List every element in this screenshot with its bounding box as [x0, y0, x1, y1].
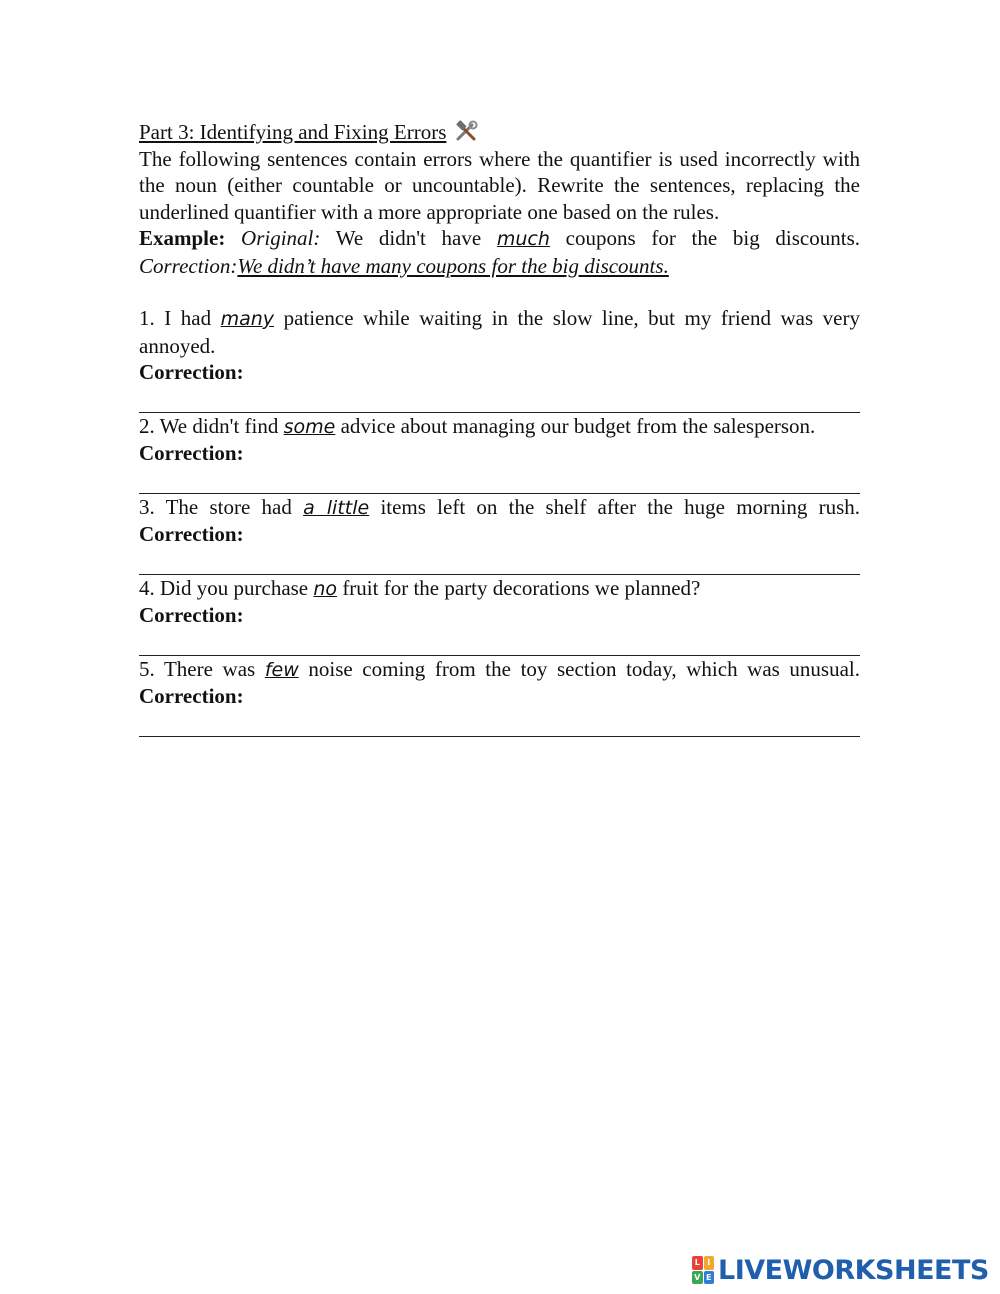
question-2	[139, 413, 860, 494]
question-3	[139, 494, 860, 575]
question-text: 3. The store had a little items left on the shelf after the huge morning rush.	[139, 494, 860, 519]
worksheet-content	[139, 119, 860, 737]
correction-label: Correction:	[139, 603, 244, 627]
badge-letter: I	[704, 1256, 715, 1270]
question-1	[139, 305, 860, 413]
badge-letter: L	[692, 1256, 703, 1270]
badge-letter: V	[692, 1271, 703, 1285]
example-after: coupons for the big discounts.	[565, 226, 860, 250]
question-text: 1. I had many patience while waiting in the slow line, but my friend was very annoyed.	[139, 306, 860, 358]
answer-line[interactable]	[139, 386, 860, 413]
quantifier: few	[264, 658, 299, 681]
example-label: Example:	[139, 226, 226, 250]
example	[139, 225, 860, 253]
answer-line[interactable]	[139, 629, 860, 656]
quantifier: no	[313, 577, 338, 600]
logo-badge	[692, 1256, 714, 1284]
example-quantifier: much	[496, 228, 550, 250]
question-text: 2. We didn't find some advice about managing our budget from the salesperson.	[139, 413, 816, 438]
quantifier: some	[283, 415, 336, 438]
example-original-label: Original:	[241, 226, 321, 250]
question-text: 5. There was few noise coming from the toy section today, which was unusual.	[139, 656, 861, 681]
tools-icon	[452, 120, 480, 142]
quantifier: many	[220, 308, 275, 330]
answer-line[interactable]	[139, 548, 860, 575]
correction-label: Correction:	[139, 360, 244, 384]
badge-letter: E	[704, 1271, 715, 1285]
section-title	[139, 119, 860, 146]
answer-line[interactable]	[139, 467, 860, 494]
liveworksheets-logo	[692, 1252, 989, 1288]
example-correction	[139, 253, 860, 280]
example-before: We didn't have	[335, 226, 482, 250]
example-correction-text: We didn’t have many coupons for the big discounts.	[237, 253, 669, 278]
correction-label: Correction:	[139, 684, 244, 708]
title-text: Part 3: Identifying and Fixing Errors	[139, 120, 447, 144]
question-5	[139, 656, 860, 737]
correction-label: Correction:	[139, 522, 244, 546]
answer-line[interactable]	[139, 710, 860, 737]
question-text: 4. Did you purchase no fruit for the party decorations we planned?	[139, 575, 701, 600]
example-correction-label: Correction:	[139, 253, 238, 278]
logo-text: LIVEWORKSHEETS	[718, 1254, 989, 1286]
quantifier: a little	[303, 496, 370, 519]
correction-label: Correction:	[139, 441, 244, 465]
question-4	[139, 575, 860, 656]
instructions: The following sentences contain errors where the quantifier is used incorrectly with the noun (either countable or uncountable). Rewrite the sentences, replacing the underlined quantifier with a more appropriate one based on the rules.	[139, 146, 860, 224]
